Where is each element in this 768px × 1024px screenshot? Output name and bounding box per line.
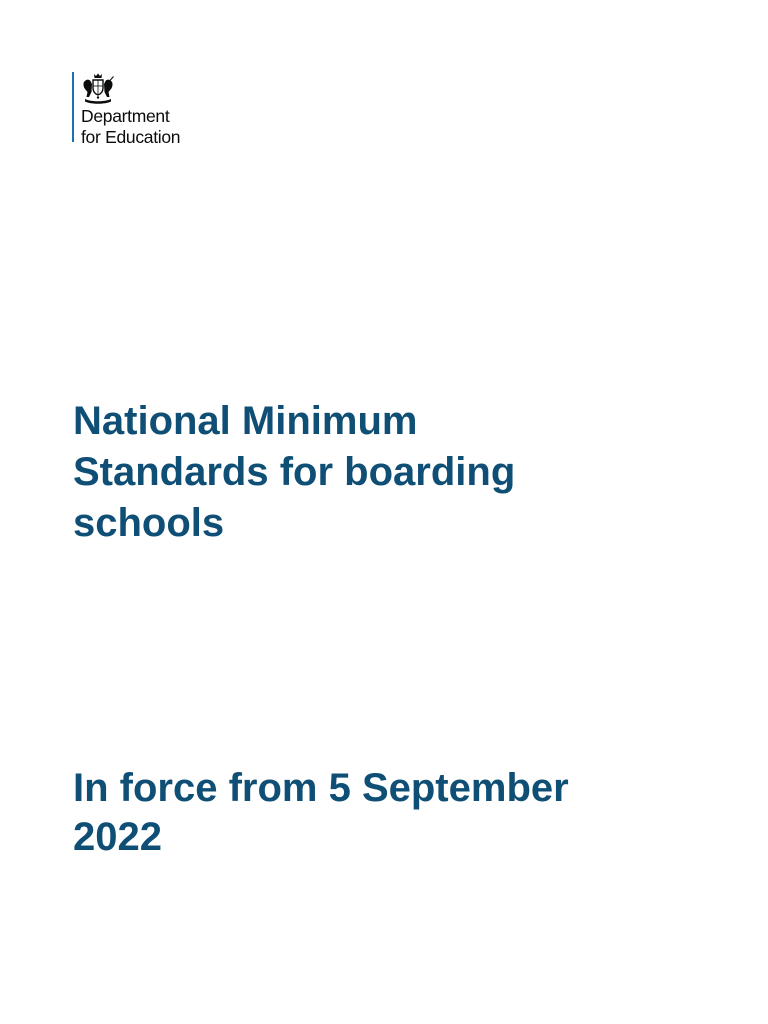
logo-line-department: Department xyxy=(81,106,170,126)
logo-divider-rule xyxy=(72,72,74,142)
royal-coat-of-arms-icon xyxy=(80,72,116,106)
document-title xyxy=(73,396,693,549)
title-line-2: Standards for boarding xyxy=(73,450,516,494)
subtitle-line-2: 2022 xyxy=(73,815,162,859)
subtitle-line-1: In force from 5 September xyxy=(73,766,569,810)
document-effective-date xyxy=(73,764,713,862)
department-for-education-logo xyxy=(72,72,212,164)
title-line-3: schools xyxy=(73,501,225,545)
logo-wordmark xyxy=(81,106,180,148)
title-line-1: National Minimum xyxy=(73,399,418,443)
logo-line-for-education: for Education xyxy=(81,127,181,147)
